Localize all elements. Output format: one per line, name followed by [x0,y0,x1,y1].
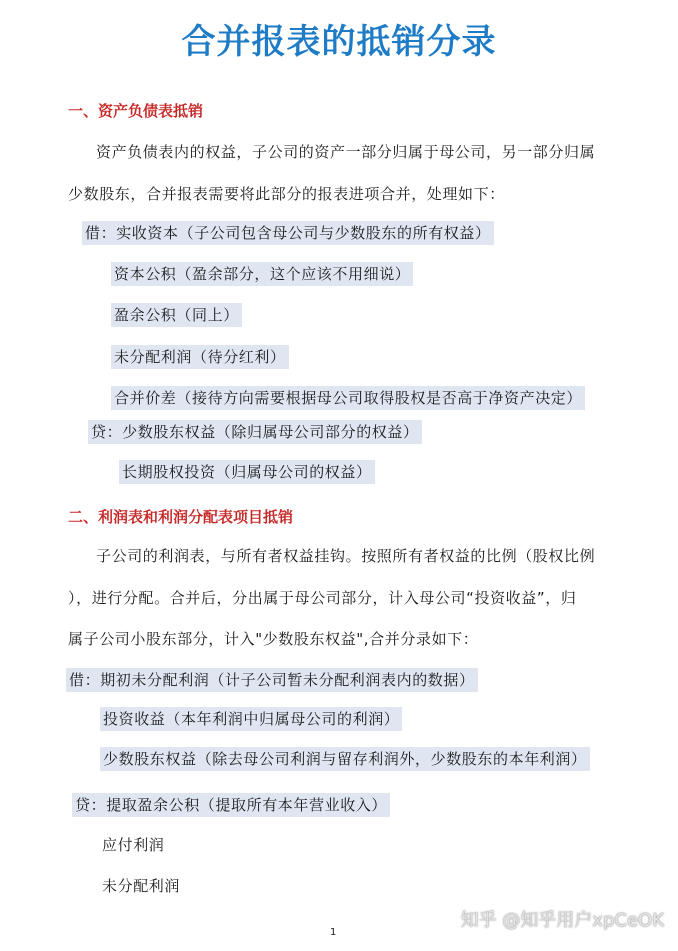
paragraph-line: 子公司的利润表，与所有者权益挂钩。按照所有者权益的比例（股权比例 [96,547,596,565]
journal-entry-debit: 借：实收资本（子公司包含母公司与少数股东的所有权益） [82,221,494,245]
section-heading-income-statement: 二、利润表和利润分配表项目抵销 [68,508,294,526]
journal-entry-debit: 借：期初未分配利润（计子公司暂未分配利润表内的数据） [66,668,478,692]
section-heading-balance-sheet: 一、资产负债表抵销 [68,102,204,120]
document-title: 合并报表的抵销分录 [181,22,497,62]
paragraph-line: 少数股东，合并报表需要将此部分的报表进项合并，处理如下： [68,185,505,203]
journal-entry-line: 投资收益（本年利润中归属母公司的利润） [100,707,402,731]
journal-entry-line: 资本公积（盈余部分，这个应该不用细说） [111,262,413,286]
journal-entry-line: 合并价差（接待方向需要根据母公司取得股权是否高于净资产决定） [111,386,585,410]
journal-entry-line: 未分配利润 [102,877,181,895]
paragraph-line: 属子公司小股东部分，计入"少数股东权益",合并分录如下： [68,630,479,648]
journal-entry-line: 少数股东权益（除去母公司利润与留存利润外，少数股东的本年利润） [100,747,590,771]
journal-entry-credit: 贷：少数股东权益（除归属母公司部分的权益） [88,420,422,444]
journal-entry-line: 盈余公积（同上） [111,303,242,327]
journal-entry-line: 应付利润 [102,836,165,854]
paragraph-line: 资产负债表内的权益，子公司的资产一部分归属于母公司，另一部分归属 [96,143,596,161]
paragraph-line: ），进行分配。合并后，分出属于母公司部分，计入母公司“投资收益”，归 [68,589,577,607]
page-number: 1 [330,927,337,938]
watermark: 知乎 @知乎用户xpCeOK [460,910,664,931]
journal-entry-credit: 贷：提取盈余公积（提取所有本年营业收入） [72,793,390,817]
journal-entry-line: 长期股权投资（归属母公司的权益） [119,460,375,484]
journal-entry-line: 未分配利润（待分红利） [111,345,289,369]
